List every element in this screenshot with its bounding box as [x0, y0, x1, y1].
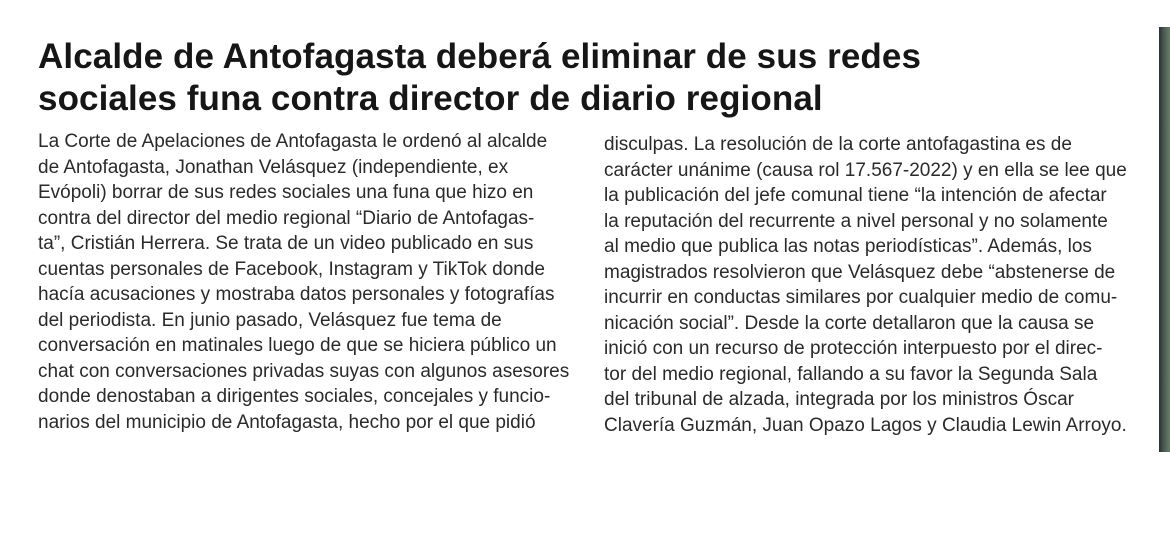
- body-text-line: hacía acusaciones y mostraba datos personales y fotografías: [38, 284, 555, 305]
- body-text-line: al medio que publica las notas periodísticas”. Además, los: [604, 236, 1092, 257]
- body-text-line: conversación en matinales luego de que se hiciera público un: [38, 335, 557, 356]
- body-text-line: de Antofagasta, Jonathan Velásquez (independiente, ex: [38, 156, 509, 178]
- body-text-line: tor del medio regional, fallando a su favor la Segunda Sala: [604, 363, 1098, 385]
- body-text-line: cuentas personales de Facebook, Instagram y TikTok donde: [38, 258, 545, 280]
- headline-line: Alcalde de Antofagasta deberá eliminar de sus redes: [38, 37, 922, 76]
- body-text-line: nicación social”. Desde la corte detallaron que la causa se: [604, 312, 1095, 334]
- body-text-line: del periodista. En junio pasado, Velásquez fue tema de: [38, 309, 502, 331]
- body-text-line: magistrados resolvieron que Velásquez debe “abstenerse de: [604, 261, 1116, 283]
- body-text-line: inició con un recurso de protección interpuesto por el direc-: [604, 338, 1103, 359]
- body-text-line: ta”, Cristián Herrera. Se trata de un video publicado en sus: [38, 233, 534, 254]
- article-headline: [38, 36, 1038, 120]
- body-text-line: narios del municipio de Antofagasta, hecho por el que pidió: [38, 411, 536, 433]
- body-text-line: La Corte de Apelaciones de Antofagasta le ordenó al alcalde: [38, 131, 548, 152]
- body-text-line: chat con conversaciones privadas suyas con algunos asesores: [38, 360, 570, 382]
- body-text-line: del tribunal de alzada, integrada por los ministros Óscar: [604, 389, 1074, 410]
- body-text-line: Clavería Guzmán, Juan Opazo Lagos y Claudia Lewin Arroyo.: [604, 414, 1127, 436]
- body-text-line: Evópoli) borrar de sus redes sociales una funa que hizo en: [38, 182, 534, 203]
- headline-line: sociales funa contra director de diario regional: [38, 79, 823, 118]
- photo-edge-image: [1159, 27, 1170, 452]
- body-text-line: contra del director del medio regional “Diario de Antofagas-: [38, 207, 535, 229]
- article-body-left-column: [38, 129, 568, 435]
- article-body-right-column: [604, 132, 1134, 438]
- body-text-line: incurrir en conductas similares por cualquier medio de comu-: [604, 287, 1118, 308]
- body-text-line: la publicación del jefe comunal tiene “la intención de afectar: [604, 185, 1107, 206]
- body-text-line: carácter unánime (causa rol 17.567-2022) y en ella se lee que: [604, 159, 1127, 181]
- body-text-line: la reputación del recurrente a nivel personal y no solamente: [604, 210, 1108, 232]
- body-text-line: disculpas. La resolución de la corte antofagastina es de: [604, 134, 1072, 155]
- body-text-line: donde denostaban a dirigentes sociales, concejales y funcio-: [38, 386, 551, 407]
